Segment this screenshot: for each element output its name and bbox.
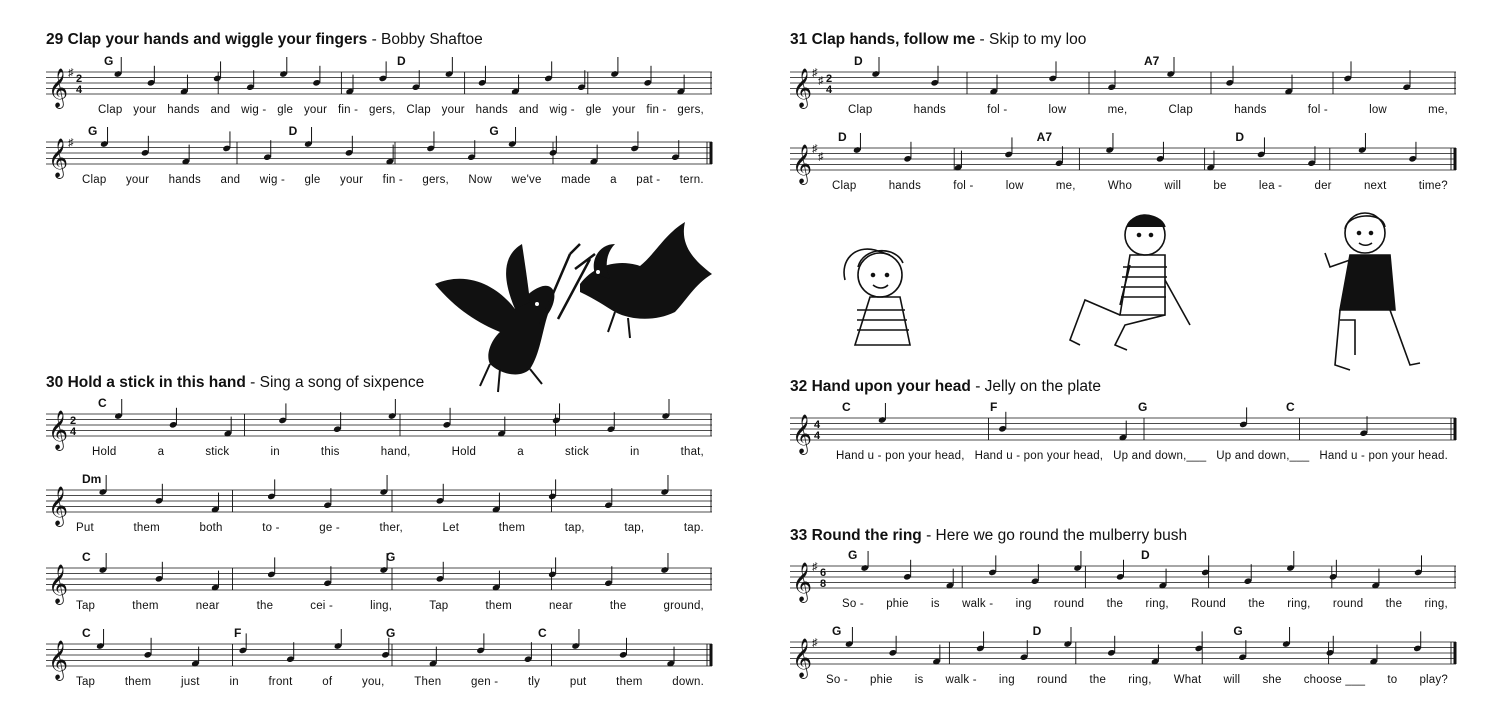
lyric-syllable: put bbox=[569, 676, 587, 688]
lyric-syllable: both bbox=[199, 522, 223, 534]
chord-label: G bbox=[1233, 624, 1243, 638]
lyric-syllable: of bbox=[322, 676, 333, 688]
song-31-staff-2 bbox=[790, 130, 1456, 200]
lyrics-line bbox=[92, 446, 704, 458]
chord-label: D bbox=[838, 130, 847, 144]
lyric-syllable: tap, bbox=[564, 522, 585, 534]
sharp-icon: ♯ bbox=[812, 67, 818, 79]
lyric-syllable: ring, bbox=[1128, 674, 1152, 686]
staff-lines bbox=[790, 548, 1456, 602]
lyric-syllable: a bbox=[610, 174, 617, 186]
children-illustration bbox=[835, 205, 1435, 395]
song-33-title bbox=[790, 527, 1187, 545]
chord-label: C bbox=[538, 626, 547, 640]
children-drawing bbox=[835, 205, 1435, 395]
lyrics-line bbox=[836, 450, 1448, 462]
lyric-syllable: the bbox=[1385, 598, 1403, 610]
lyrics-line bbox=[842, 598, 1448, 610]
treble-clef-icon: 𝄞 bbox=[792, 562, 813, 602]
time-signature: 2 bbox=[70, 415, 77, 427]
lyric-syllable: gen - bbox=[471, 676, 499, 688]
lyric-syllable: them bbox=[616, 676, 643, 688]
lyric-syllable: fin - bbox=[337, 104, 359, 116]
crows-drawing bbox=[430, 214, 720, 404]
lyric-syllable: hands bbox=[475, 104, 508, 116]
lyric-syllable: wig - bbox=[549, 104, 575, 116]
sharp-icon: ♯ bbox=[812, 637, 818, 649]
lyric-syllable: ther, bbox=[379, 522, 403, 534]
lyric-syllable: that, bbox=[680, 446, 704, 458]
time-signature: 4 bbox=[814, 419, 821, 431]
chord-label: G bbox=[848, 548, 858, 562]
lyric-syllable: tap. bbox=[683, 522, 704, 534]
lyric-syllable: this bbox=[320, 446, 340, 458]
chord-label: Dm bbox=[82, 472, 102, 486]
lyric-syllable: be bbox=[1213, 180, 1227, 192]
lyric-syllable: wig - bbox=[241, 104, 267, 116]
lyric-syllable: a bbox=[157, 446, 165, 458]
song-33-staff-2 bbox=[790, 624, 1456, 694]
lyric-syllable: will bbox=[1223, 674, 1241, 686]
sharp-icon: ♯ bbox=[818, 151, 824, 163]
lyric-syllable: the bbox=[256, 600, 274, 612]
song-29-staff-1 bbox=[46, 54, 712, 124]
lyric-syllable: them bbox=[133, 522, 160, 534]
lyric-syllable: wig - bbox=[259, 174, 286, 186]
chord-label: C bbox=[842, 400, 851, 414]
song-30-staff-2 bbox=[46, 472, 712, 540]
lyric-syllable: gle bbox=[304, 174, 321, 186]
lyric-syllable: Round bbox=[1191, 598, 1227, 610]
chord-label: C bbox=[1286, 400, 1295, 414]
lyric-syllable: hand, bbox=[380, 446, 411, 458]
lyrics-line bbox=[826, 674, 1448, 686]
lyric-syllable: in bbox=[630, 446, 640, 458]
song-number: 31 bbox=[790, 31, 808, 48]
lyric-syllable: the bbox=[1089, 674, 1107, 686]
lyric-syllable: and bbox=[518, 104, 539, 116]
lyric-syllable: Up and down,___ bbox=[1113, 450, 1207, 462]
staff-lines bbox=[46, 626, 712, 680]
treble-clef-icon: 𝄞 bbox=[48, 486, 69, 526]
chord-label: G bbox=[386, 550, 396, 564]
song-30-staff-4 bbox=[46, 626, 712, 694]
lyric-syllable: Clap bbox=[406, 104, 431, 116]
lyric-syllable: she bbox=[1262, 674, 1282, 686]
lyric-syllable: time? bbox=[1418, 180, 1448, 192]
chord-label: G bbox=[104, 54, 114, 68]
lyric-syllable: me, bbox=[1107, 104, 1128, 116]
sharp-icon: ♯ bbox=[812, 143, 818, 155]
lyric-syllable: cei - bbox=[310, 600, 333, 612]
lyric-syllable: tly bbox=[528, 676, 541, 688]
lyric-syllable: gers, bbox=[368, 104, 396, 116]
lyric-syllable: ge - bbox=[319, 522, 340, 534]
lyric-syllable: hands bbox=[888, 180, 922, 192]
lyric-syllable: fin - bbox=[646, 104, 667, 116]
sharp-icon: ♯ bbox=[68, 67, 74, 79]
lyric-syllable: is bbox=[914, 674, 924, 686]
staff-lines bbox=[46, 124, 712, 178]
lyrics-line bbox=[848, 104, 1448, 116]
lyric-syllable: So - bbox=[842, 598, 864, 610]
right-page bbox=[750, 0, 1500, 722]
time-signature: 2 bbox=[826, 73, 833, 85]
lyric-syllable: Clap bbox=[1168, 104, 1193, 116]
lyric-syllable: Clap bbox=[832, 180, 857, 192]
song-tune: - Here we go round the mulberry bush bbox=[926, 527, 1188, 544]
chord-label: D bbox=[1141, 548, 1150, 562]
lyrics-line bbox=[832, 180, 1448, 192]
chord-label: D bbox=[854, 54, 863, 68]
lyric-syllable: ring, bbox=[1287, 598, 1311, 610]
treble-clef-icon: 𝄞 bbox=[48, 138, 69, 178]
lyric-syllable: Hand u - pon your head, bbox=[974, 450, 1104, 462]
chord-label: F bbox=[990, 400, 998, 414]
lyric-syllable: phie bbox=[886, 598, 909, 610]
song-33-staff-1 bbox=[790, 548, 1456, 618]
chord-label: F bbox=[234, 626, 242, 640]
lyric-syllable: and bbox=[210, 104, 231, 116]
time-signature: 2 bbox=[76, 73, 83, 85]
lyrics-line bbox=[76, 522, 704, 534]
song-29-title bbox=[46, 31, 483, 49]
lyric-syllable: Hold bbox=[451, 446, 477, 458]
lyric-syllable: the bbox=[1248, 598, 1265, 610]
treble-clef-icon: 𝄞 bbox=[792, 414, 813, 454]
lyric-syllable: Hand u - pon your head, bbox=[836, 450, 965, 462]
song-name: Clap hands, follow me bbox=[811, 31, 976, 48]
lyric-syllable: me, bbox=[1428, 104, 1448, 116]
chord-label: A7 bbox=[1036, 130, 1052, 144]
lyric-syllable: gers, bbox=[422, 174, 449, 186]
chord-label: G bbox=[1138, 400, 1148, 414]
lyric-syllable: Clap bbox=[848, 104, 873, 116]
lyric-syllable: your bbox=[612, 104, 636, 116]
lyric-syllable: fol - bbox=[953, 180, 974, 192]
lyric-syllable: walk - bbox=[962, 598, 994, 610]
lyric-syllable: What bbox=[1173, 674, 1202, 686]
lyric-syllable: ring, bbox=[1145, 598, 1169, 610]
lyric-syllable: next bbox=[1363, 180, 1387, 192]
chord-label: G bbox=[489, 124, 499, 138]
lyric-syllable: fol - bbox=[1307, 104, 1328, 116]
song-32-staff-1 bbox=[790, 400, 1456, 470]
lyric-syllable: choose ___ bbox=[1303, 674, 1366, 686]
lyric-syllable: Put bbox=[76, 522, 94, 534]
lyrics-line bbox=[76, 600, 704, 612]
time-signature: 4 bbox=[76, 84, 83, 96]
lyric-syllable: ing bbox=[998, 674, 1015, 686]
lyric-syllable: them bbox=[498, 522, 526, 534]
staff-lines bbox=[790, 130, 1456, 184]
lyrics-line bbox=[82, 174, 704, 186]
lyric-syllable: Tap bbox=[76, 676, 96, 688]
lyric-syllable: your bbox=[441, 104, 465, 116]
treble-clef-icon: 𝄞 bbox=[792, 144, 813, 184]
song-tune: - Jelly on the plate bbox=[975, 378, 1101, 395]
time-signature: 4 bbox=[814, 430, 821, 442]
song-29-staff-2 bbox=[46, 124, 712, 194]
lyric-syllable: round bbox=[1053, 598, 1085, 610]
song-number: 30 bbox=[46, 374, 64, 391]
lyrics-line bbox=[98, 104, 704, 116]
treble-clef-icon: 𝄞 bbox=[792, 638, 813, 678]
song-30-title bbox=[46, 374, 424, 392]
treble-clef-icon: 𝄞 bbox=[48, 640, 69, 680]
lyric-syllable: gle bbox=[277, 104, 294, 116]
chord-label: D bbox=[1032, 624, 1042, 638]
lyric-syllable: your bbox=[340, 174, 364, 186]
staff-lines bbox=[46, 550, 712, 604]
staff-lines bbox=[790, 624, 1456, 678]
lyric-syllable: them bbox=[485, 600, 512, 612]
crows-illustration bbox=[430, 214, 720, 404]
chord-label: D bbox=[397, 54, 406, 68]
staff-lines bbox=[46, 472, 712, 526]
song-name: Round the ring bbox=[811, 527, 922, 544]
lyric-syllable: ing bbox=[1015, 598, 1032, 610]
staff-lines bbox=[790, 54, 1456, 108]
lyric-syllable: me, bbox=[1055, 180, 1076, 192]
sharp-icon: ♯ bbox=[818, 75, 824, 87]
lyric-syllable: Clap bbox=[98, 104, 123, 116]
lyric-syllable: the bbox=[609, 600, 627, 612]
lyric-syllable: your bbox=[125, 174, 150, 186]
lyric-syllable: pat - bbox=[636, 174, 661, 186]
lyric-syllable: Now bbox=[468, 174, 493, 186]
time-signature: 8 bbox=[820, 578, 827, 590]
lyric-syllable: Hand u - pon your head. bbox=[1319, 450, 1448, 462]
time-signature: 4 bbox=[826, 84, 833, 96]
staff-lines bbox=[790, 400, 1456, 454]
song-number: 32 bbox=[790, 378, 808, 395]
song-name: Clap your hands and wiggle your fingers bbox=[67, 31, 368, 48]
lyric-syllable: round bbox=[1036, 674, 1068, 686]
time-signature: 4 bbox=[70, 426, 77, 438]
lyric-syllable: near bbox=[548, 600, 573, 612]
song-number: 33 bbox=[790, 527, 808, 544]
lyric-syllable: gle bbox=[585, 104, 602, 116]
lyric-syllable: the bbox=[1106, 598, 1124, 610]
lyric-syllable: hands bbox=[167, 104, 200, 116]
lyric-syllable: fin - bbox=[382, 174, 403, 186]
lyric-syllable: der bbox=[1314, 180, 1332, 192]
chord-label: G bbox=[832, 624, 842, 638]
treble-clef-icon: 𝄞 bbox=[48, 68, 69, 108]
treble-clef-icon: 𝄞 bbox=[48, 564, 69, 604]
lyric-syllable: hands bbox=[1234, 104, 1267, 116]
lyric-syllable: Clap bbox=[82, 174, 107, 186]
chord-label: C bbox=[82, 550, 91, 564]
lyric-syllable: gers, bbox=[677, 104, 704, 116]
lyric-syllable: low bbox=[1005, 180, 1024, 192]
song-tune: - Skip to my loo bbox=[979, 31, 1087, 48]
lyric-syllable: lea - bbox=[1258, 180, 1283, 192]
lyric-syllable: stick bbox=[564, 446, 589, 458]
lyric-syllable: Who bbox=[1107, 180, 1133, 192]
lyric-syllable: we've bbox=[511, 174, 542, 186]
lyric-syllable: low bbox=[1048, 104, 1067, 116]
lyric-syllable: your bbox=[133, 104, 157, 116]
lyric-syllable: Tap bbox=[76, 600, 96, 612]
lyric-syllable: in bbox=[270, 446, 280, 458]
chord-label: G bbox=[88, 124, 98, 138]
song-name: Hold a stick in this hand bbox=[67, 374, 246, 391]
song-30-staff-1 bbox=[46, 396, 712, 464]
lyric-syllable: Tap bbox=[429, 600, 449, 612]
lyrics-line bbox=[76, 676, 704, 688]
lyric-syllable: tern. bbox=[679, 174, 704, 186]
song-31-staff-1 bbox=[790, 54, 1456, 124]
lyric-syllable: them bbox=[124, 676, 152, 688]
lyric-syllable: a bbox=[517, 446, 524, 458]
song-number: 29 bbox=[46, 31, 64, 48]
lyric-syllable: ring, bbox=[1424, 598, 1448, 610]
lyric-syllable: them bbox=[132, 600, 159, 612]
song-30-staff-3 bbox=[46, 550, 712, 618]
chord-label: C bbox=[82, 626, 91, 640]
lyric-syllable: round bbox=[1332, 598, 1364, 610]
lyric-syllable: Up and down,___ bbox=[1216, 450, 1310, 462]
lyric-syllable: tap, bbox=[624, 522, 645, 534]
lyric-syllable: made bbox=[561, 174, 591, 186]
staff-lines bbox=[46, 54, 712, 108]
lyric-syllable: Hold bbox=[92, 446, 117, 458]
song-31-title bbox=[790, 31, 1086, 49]
lyric-syllable: ling, bbox=[370, 600, 393, 612]
lyric-syllable: hands bbox=[168, 174, 201, 186]
treble-clef-icon: 𝄞 bbox=[48, 410, 69, 450]
lyric-syllable: fol - bbox=[987, 104, 1008, 116]
lyric-syllable: in bbox=[229, 676, 239, 688]
chord-label: G bbox=[386, 626, 396, 640]
song-tune: - Sing a song of sixpence bbox=[250, 374, 425, 391]
song-32-title bbox=[790, 378, 1101, 396]
time-signature: 6 bbox=[820, 567, 827, 579]
lyric-syllable: walk - bbox=[945, 674, 977, 686]
lyric-syllable: front bbox=[268, 676, 293, 688]
lyric-syllable: and bbox=[220, 174, 241, 186]
lyric-syllable: low bbox=[1369, 104, 1387, 116]
lyric-syllable: hands bbox=[913, 104, 946, 116]
lyric-syllable: near bbox=[195, 600, 220, 612]
lyric-syllable: to - bbox=[262, 522, 280, 534]
lyric-syllable: your bbox=[303, 104, 328, 116]
lyric-syllable: down. bbox=[672, 676, 704, 688]
lyric-syllable: ground, bbox=[663, 600, 704, 612]
lyric-syllable: is bbox=[931, 598, 940, 610]
lyric-syllable: you, bbox=[362, 676, 385, 688]
chord-label: D bbox=[1235, 130, 1244, 144]
sharp-icon: ♯ bbox=[68, 137, 74, 149]
lyric-syllable: stick bbox=[205, 446, 230, 458]
lyric-syllable: play? bbox=[1419, 674, 1448, 686]
lyric-syllable: phie bbox=[870, 674, 893, 686]
treble-clef-icon: 𝄞 bbox=[792, 68, 813, 108]
lyric-syllable: Let bbox=[442, 522, 460, 534]
lyric-syllable: Then bbox=[414, 676, 442, 688]
song-tune: - Bobby Shaftoe bbox=[371, 31, 483, 48]
chord-label: A7 bbox=[1144, 54, 1160, 68]
sharp-icon: ♯ bbox=[812, 561, 818, 573]
lyric-syllable: just bbox=[181, 676, 200, 688]
song-name: Hand upon your head bbox=[811, 378, 971, 395]
lyric-syllable: will bbox=[1164, 180, 1182, 192]
chord-label: D bbox=[288, 124, 298, 138]
chord-label: C bbox=[98, 396, 107, 410]
lyric-syllable: to bbox=[1387, 674, 1398, 686]
lyric-syllable: So - bbox=[826, 674, 848, 686]
